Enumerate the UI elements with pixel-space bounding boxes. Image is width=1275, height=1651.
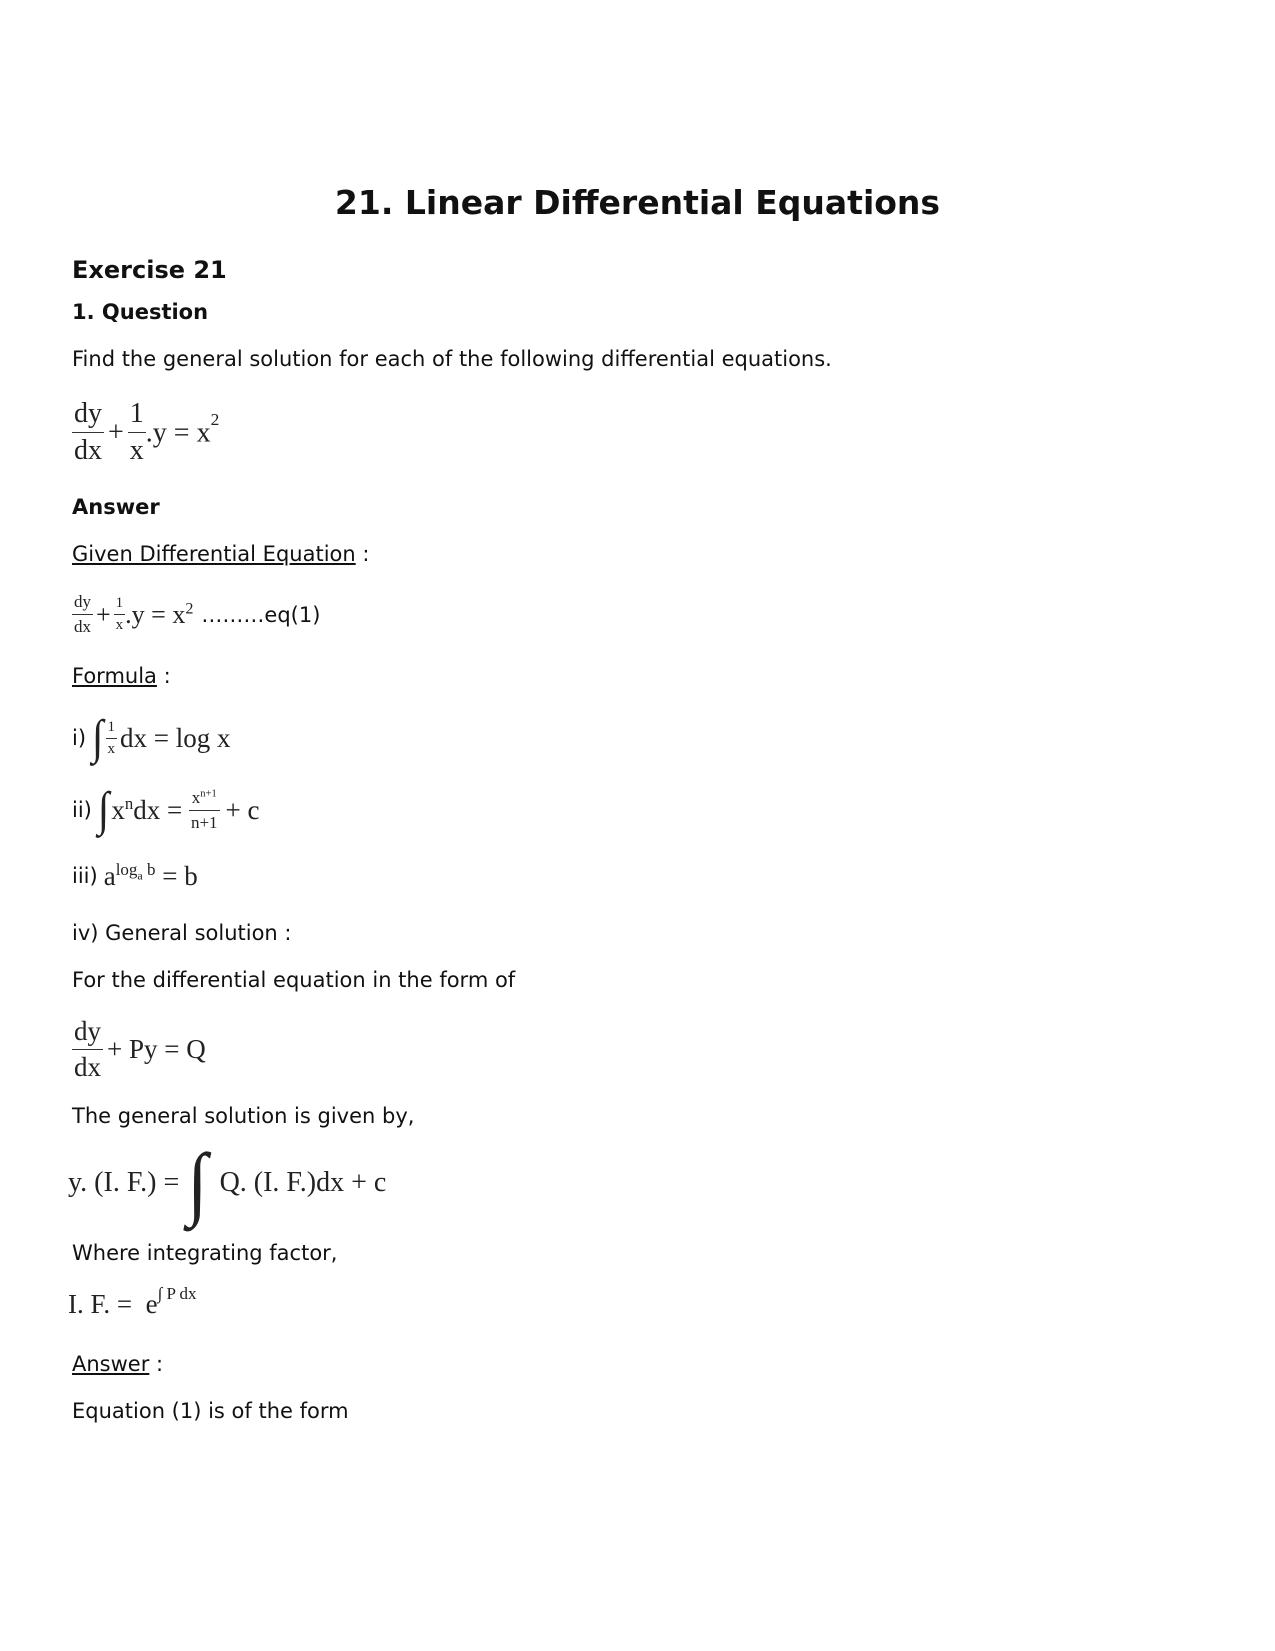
general-solution-text: The general solution is given by, <box>72 1104 415 1128</box>
answer-colon: : <box>156 1352 164 1376</box>
formula-colon: : <box>163 664 171 688</box>
if-text: Where integrating factor, <box>72 1241 338 1265</box>
equation-1: $\frac{dy}{dx}$ + $\frac{1}{x}$ $.y = x^2$ ………eq(1) <box>74 592 321 636</box>
page-title: 21. Linear Differential Equations <box>334 183 941 222</box>
formula-i: i) ∫ $\frac{1}{x}$ dx = log x <box>72 711 231 765</box>
formula-line <box>72 664 171 688</box>
fraction-1-x-small: $\frac{1}{x}$ <box>115 595 124 633</box>
formula-ii: ii) ∫ $x^ndx$ = $\frac{x^{n+1}}{n+1}$ + c <box>72 783 260 837</box>
exercise-heading: Exercise 21 <box>72 256 227 284</box>
formula-label: Formula <box>72 664 157 688</box>
question-heading: 1. Question <box>72 300 209 324</box>
given-label: Given Differential Equation <box>72 542 356 566</box>
formula-ii-prefix: ii) <box>72 798 92 822</box>
fraction-1-x-formula: $\frac{1}{x}$ <box>107 718 115 757</box>
integral-sign: ∫ <box>97 783 110 837</box>
answer-heading: Answer <box>72 495 160 519</box>
integral-sign: ∫ <box>92 711 104 765</box>
formula-iv: iv) General solution : <box>72 921 292 945</box>
general-solution-equation: y. (I. F.) = ∫ Q. (I. F.)dx + c <box>68 1137 387 1229</box>
answer-line <box>72 1352 163 1376</box>
standard-form-equation: $\frac{dy}{dx}$ + Py = Q <box>74 1016 206 1082</box>
formula-iii-prefix: iii) <box>72 864 98 888</box>
fraction-power-rule: $\frac{x^{n+1}}{n+1}$ <box>190 787 218 832</box>
equation-form-text: Equation (1) is of the form <box>72 1399 349 1423</box>
eq1-tag: ………eq(1) <box>201 602 321 627</box>
fraction-1-x: $\frac{1}{x}$ <box>129 398 144 466</box>
big-integral-sign: ∫ <box>187 1137 208 1229</box>
given-colon: : <box>362 542 370 566</box>
formula-iii: iii) $a^{log_a b} = b$ <box>72 860 198 891</box>
given-line <box>72 542 369 566</box>
fraction-dy-dx-small: $\frac{dy}{dx}$ <box>74 592 91 636</box>
integrating-factor-equation: I. F. = $e^{\int P dx}$ <box>68 1284 197 1319</box>
question-text: Find the general solution for each of the following differential equations. <box>72 347 832 371</box>
formula-i-prefix: i) <box>72 726 87 750</box>
answer-label: Answer <box>72 1352 150 1376</box>
form-text: For the differential equation in the form of <box>72 968 516 992</box>
fraction-dy-dx: $\frac{dy}{dx}$ <box>74 398 102 466</box>
fraction-dy-dx-standard: $\frac{dy}{dx}$ <box>74 1016 101 1082</box>
question-equation: $\frac{dy}{dx}$ + $\frac{1}{x}$ $.y = x^2$ <box>74 398 220 466</box>
